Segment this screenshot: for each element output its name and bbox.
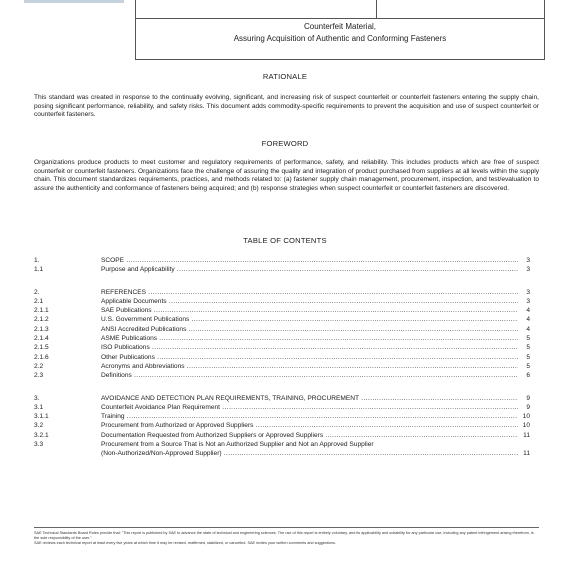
- toc-entry-number: 3.3: [34, 441, 44, 449]
- toc-entry-page: 6: [518, 371, 530, 380]
- toc-entry-number: 3.1: [34, 403, 44, 411]
- toc-entry-page: 11: [518, 449, 530, 458]
- toc-entry-title: SCOPE .....: [101, 256, 518, 265]
- toc-entry[interactable]: [34, 265, 530, 274]
- toc-entry-number: 2.1.6: [34, 353, 49, 361]
- toc-entry-title: ASME Publications .....: [101, 334, 518, 343]
- toc-entry-number: 3.1.1: [34, 413, 49, 421]
- toc-entry-title-line-2: (Non-Authorized/Non-Approved Supplier) .....: [101, 449, 518, 458]
- rationale-heading: RATIONALE: [262, 72, 308, 81]
- toc-entry-number: 2.1.3: [34, 325, 49, 333]
- toc-entry-page: 4: [518, 306, 530, 315]
- toc-entry[interactable]: [34, 371, 530, 380]
- toc-entry-number: 2.2: [34, 362, 44, 370]
- footer-notice: [34, 531, 539, 546]
- toc-entry-page: 5: [518, 362, 530, 371]
- toc-entry[interactable]: [34, 431, 530, 440]
- toc-entry[interactable]: [34, 256, 530, 265]
- toc-entry[interactable]: [34, 325, 530, 334]
- toc-entry-page: 3: [518, 297, 530, 306]
- toc-entry-page: 9: [518, 394, 530, 403]
- toc-entry-number: 2.1.4: [34, 335, 49, 343]
- toc-entry-title-line-1: Procurement from a Source That is Not an Authorized Supplier and Not an Approved Supplier: [101, 441, 374, 449]
- toc-entry[interactable]: [34, 353, 530, 362]
- table-of-contents: [34, 256, 530, 459]
- document-title-line-1: Counterfeit Material,: [303, 22, 377, 31]
- toc-entry-number: 2.1.2: [34, 316, 49, 324]
- toc-entry-title: ANSI Accredited Publications .....: [101, 325, 518, 334]
- toc-entry-title: ISO Publications .....: [101, 343, 518, 352]
- toc-entry-page: 9: [518, 403, 530, 412]
- toc-entry[interactable]: [34, 306, 530, 315]
- toc-entry[interactable]: [34, 343, 530, 352]
- title-block-top-row: [136, 0, 544, 19]
- toc-entry[interactable]: [34, 297, 530, 306]
- toc-entry[interactable]: [34, 315, 530, 324]
- toc-entry-page: 10: [518, 412, 530, 421]
- document-title: [136, 21, 544, 45]
- toc-entry-number: 2.1: [34, 297, 44, 305]
- toc-entry-number: 3.2: [34, 422, 44, 430]
- toc-entry-page: 4: [518, 315, 530, 324]
- toc-entry-title: REFERENCES .....: [101, 288, 518, 297]
- toc-entry-number: 2.: [34, 288, 40, 296]
- toc-heading: TABLE OF CONTENTS: [243, 236, 327, 245]
- toc-entry-title: [101, 440, 518, 459]
- toc-entry[interactable]: [34, 440, 530, 459]
- title-block: [135, 0, 545, 60]
- toc-entry-page: 5: [518, 343, 530, 352]
- toc-entry-title: Purpose and Applicability .....: [101, 265, 518, 274]
- toc-entry-title: Other Publications .....: [101, 353, 518, 362]
- document-title-line-2: Assuring Acquisition of Authentic and Conforming Fasteners: [233, 34, 447, 43]
- toc-entry-title: Counterfeit Avoidance Plan Requirement .....: [101, 403, 518, 412]
- toc-entry-page: 4: [518, 325, 530, 334]
- toc-entry-number: 1.1: [34, 266, 44, 274]
- toc-entry-title: Definitions .....: [101, 371, 518, 380]
- toc-entry-page: 5: [518, 334, 530, 343]
- foreword-heading: FOREWORD: [261, 139, 309, 148]
- toc-entry-title: Procurement from Authorized or Approved Suppliers .....: [101, 421, 518, 430]
- toc-entry-page: 3: [518, 256, 530, 265]
- footer-notice-line-1: SAE Technical Standards Board Rules provide that: "This report is published by SAE to advance the state of technical and engineering sciences. The use of this report is entirely voluntary, and its applicability and suitability for any particular use, including any patent infringement arising therefrom, is the sole responsibility of the user.": [34, 531, 534, 540]
- toc-entry-title: Acronyms and Abbreviations .....: [101, 362, 518, 371]
- toc-entry-number: 3.: [34, 394, 40, 402]
- toc-entry-page: 11: [518, 431, 530, 440]
- foreword-text: Organizations produce products to meet customer and regulatory requirements of performance, safety, and reliability. This includes products which are free of suspect counterfeit or counterfeit fasteners. Organizations face the challenge of assuring the quality and integration of product purchased from suppliers at all levels within the supply chain. This document standardizes requirements, practices, and methods related to: (a) fastener supply chain management, procurement, inspection, and test/evaluation to assure the authenticity and conformance of fasteners being acquired; and (b) response strategies when suspect counterfeit or counterfeit fasteners are discovered.: [34, 159, 539, 192]
- toc-entry[interactable]: [34, 334, 530, 343]
- toc-entry-title: SAE Publications .....: [101, 306, 518, 315]
- toc-entry-title: U.S. Government Publications .....: [101, 315, 518, 324]
- toc-entry-number: 2.1.1: [34, 307, 49, 315]
- toc-entry[interactable]: [34, 403, 530, 412]
- toc-entry[interactable]: [34, 412, 530, 421]
- toc-entry-title: AVOIDANCE AND DETECTION PLAN REQUIREMENTS, TRAINING, PROCUREMENT .....: [101, 394, 518, 403]
- toc-entry[interactable]: [34, 421, 530, 430]
- toc-entry-page: 3: [518, 265, 530, 274]
- toc-entry-number: 2.3: [34, 372, 44, 380]
- rationale-text: This standard was created in response to the continually evolving, significant, and increasing risk of suspect counterfeit or counterfeit fasteners entering the supply chain, posing significant performance, reliability, and safety risks. This document adds commodity-specific requirements to prevent the acquisition and use of suspect counterfeit or counterfeit fasteners.: [34, 94, 539, 119]
- footer-rule: [34, 527, 539, 528]
- toc-entry[interactable]: [34, 362, 530, 371]
- footer-notice-line-2: SAE reviews each technical report at least every five years at which time it may be revised, reaffirmed, stabilized, or cancelled. SAE invites your written comments and suggestions.: [34, 541, 336, 545]
- logo-fragment: [24, 0, 124, 3]
- toc-entry-number: 2.1.5: [34, 344, 49, 352]
- toc-entry-title: Documentation Requested from Authorized Suppliers or Approved Suppliers .....: [101, 431, 518, 440]
- toc-entry-number: 1.: [34, 257, 40, 264]
- toc-entry-page: 3: [518, 288, 530, 297]
- toc-entry-page: 10: [518, 421, 530, 430]
- toc-entry-number: 3.2.1: [34, 431, 49, 439]
- toc-entry-title: Training .....: [101, 412, 518, 421]
- toc-entry-title: Applicable Documents .....: [101, 297, 518, 306]
- toc-entry[interactable]: [34, 394, 530, 403]
- toc-entry-page: 5: [518, 353, 530, 362]
- title-block-divider: [376, 0, 377, 18]
- toc-entry[interactable]: [34, 288, 530, 297]
